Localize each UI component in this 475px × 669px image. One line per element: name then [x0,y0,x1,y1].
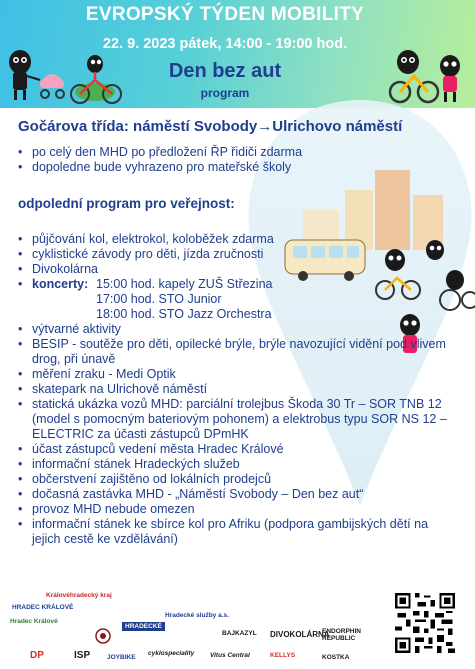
logo-isp: ISP [74,650,91,661]
event-date: 22. 9. 2023 pátek, 14:00 - 19:00 hod. [102,36,348,52]
list-item: • občerstvení zajištěno od lokálních prodejců [18,472,458,487]
list-item: • měření zraku - Medi Optik [18,367,458,382]
logo-kralovehradecky-kraj: Královéhradecký kraj [46,592,112,599]
list-item: • informační stánek ke sbírce kol pro Afriku (podpora gambijských dětí na jejich cestě ke vzdělávání) [18,517,458,547]
concert-time: 18:00 hod. STO Jazz Orchestra [96,307,272,321]
logo-bajkazyl: BAJKAZYL [222,630,257,637]
list-item: • půjčování kol, elektrokol, koloběžek zdarma [18,232,458,247]
concert-time: 15:00 hod. kapely ZUŠ Střezina [96,277,273,291]
list-item: • skatepark na Ulrichově náměstí [18,382,458,397]
logo-hradecke: HRADECKÉ [122,622,165,631]
program-label: program [200,86,250,100]
qr-code [393,591,457,655]
logo-dp: DP [30,650,44,661]
concert-line [32,307,458,322]
list-item: • statická ukázka vozů MHD: parciální trolejbus Škoda 30 Tr – SOR TNB 12 (model s pomocným bateriovým pohonem) a elektrobus typu SOR NS 12 – ELECTRIC za účasti zástupců DPmHK [18,397,458,442]
section-heading: odpolední program pro veřejnost: [18,196,235,211]
logo-cyklospeciality: cyklospeciality [148,650,195,657]
logo-hradec-kralove: HRADEC KRÁLOVÉ [12,604,74,611]
logo-hradec-kralove-2: Hradec Králové [10,618,58,625]
logo-kellys: KELLYS [270,652,296,659]
list-item: • cyklistické závody pro děti, jízda zručnosti [18,247,458,262]
concert-line [32,292,458,307]
concerts-item [18,277,458,322]
list-item: • Divokolárna [18,262,458,277]
list-item: • BESIP - soutěže pro děti, opilecké brýle, brýle navozující vidění pod vlivem drog, při únavě [18,337,458,367]
list-item: • dočasná zastávka MHD - „Náměstí Svobody – Den bez aut“ [18,487,458,502]
concert-line [32,277,458,292]
list-item: • informační stánek Hradeckých služeb [18,457,458,472]
concerts-label: koncerty: [32,277,89,291]
list-item: • účast zástupců vedení města Hradec Králové [18,442,458,457]
logo-endorphin-republic: ENDORPHIN REPUBLIC [322,628,362,642]
emblem-icon [95,628,111,644]
list-item: • provoz MHD nebude omezen [18,502,458,517]
route-heading: Gočárova třída: náměstí Svobody→Ulrichovo náměstí [18,118,403,135]
event-subtitle: Den bez aut [168,60,282,82]
intro-list [18,145,302,175]
program-list [18,232,458,547]
event-title: EVROPSKÝ TÝDEN MOBILITY [85,4,365,25]
concert-time: 17:00 hod. STO Junior [96,292,222,306]
list-item: • po celý den MHD po předložení ŘP řidiči zdarma [18,145,302,160]
logo-hradecke-sluzby: Hradecké služby a.s. [165,612,229,619]
logo-divokolarna: DIVOKOLÁRNA [270,630,330,639]
logo-joybike: JOYBIKE [107,654,136,661]
list-item: • výtvarné aktivity [18,322,458,337]
logo-kostka: KOSTKA [322,654,350,661]
list-item: • dopoledne bude vyhrazeno pro mateřské školy [18,160,302,175]
logo-vitus-central: Vitus Central [210,652,250,659]
